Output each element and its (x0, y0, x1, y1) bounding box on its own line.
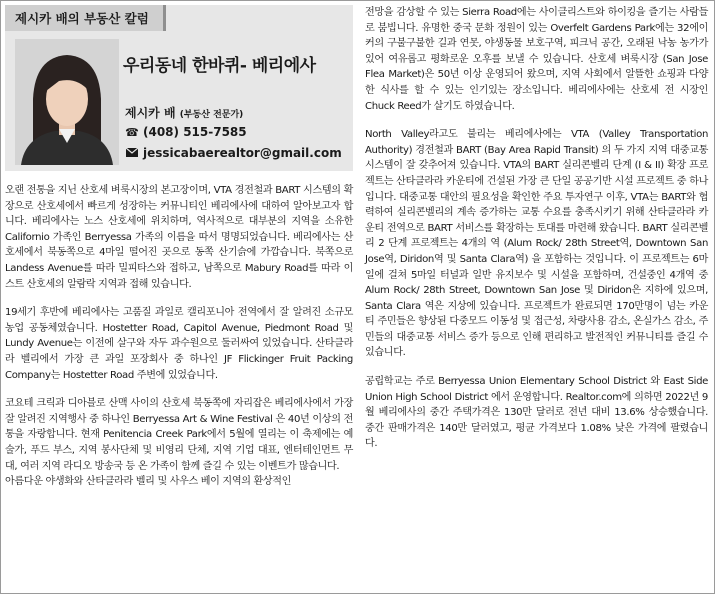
left-column (5, 5, 353, 589)
phone-icon: ☎ (125, 125, 139, 139)
phone-line (125, 125, 247, 139)
author-photo (15, 39, 119, 165)
email-address: jessicabaerealtor@gmail.com (143, 146, 342, 160)
paragraph: North Valley라고도 불리는 베리에사에는 VTA (Valley Transportation Authority) 경전철과 BART (Bay Area Rapid Transit) 의 두 가지 지역 대중교통 시스템이 잘 갖추어져 있습니다. VTA의 BART 실리콘벨리 단계 (I & II) 확장 프로젝트는 산타클라라 카운티에 건설된 가장 큰 단일 공공기반 시설 프로젝트 중 하나입니다. 대중교통 대안의 필요성을 확인한 주요 투자연구 이후, VTA는 BART와 협력하여 실리콘벨리의 계속 증가하는 교통 수요를 충족시키기 위해 산타클라라 카운티 전역으로 BART 서비스를 확장하는 토대를 마련해 왔습니다. BART 실리콘벨리 2 단계 프로젝트는 4개의 역 (Alum Rock/ 28th Street역, Downtown San Jose역, Diridon역 및 Santa Clara역) 을 포함하는 것입니다. 이 프로젝트는 6마일에 걸쳐 5마일 터널과 일반 유지보수 및 시설을 포함하며, 건설중인 4개역 중 Alum Rock/ 28th Street, Downtown San Jose 및 Diridon은 지하에 있으며, Santa Clara 역은 지상에 있습니다. 프로젝트가 완료되면 170만명이 넘는 카운티 주민들은 향상된 다중모드 이동성 및 접근성, 차량사용 감소, 온실가스 감소, 주민들의 대중교통 서비스 증가 등으로 인해 편리하고 발전적인 커뮤니티를 즐길 수 있습니다. (365, 129, 708, 359)
author-role: (부동산 전문가) (179, 110, 244, 120)
author-byline (125, 104, 243, 121)
paragraph: 공립학교는 주로 Berryessa Union Elementary School District 와 East Side Union High School District 에서 운영합니다. Realtor.com에 의하면 2022년 9월 베리에사의 중간 주택가격은 130만 달러로 전년 대비 13.6% 상승했습니다. 중간 판매가격은 140만 달러였고, 평균 가격보다 1.08% 낮은 가격에 팔렸습니다. (365, 376, 708, 450)
author-portrait-image (15, 39, 119, 165)
phone-number: (408) 515-7585 (143, 125, 247, 139)
envelope-icon (125, 147, 139, 160)
right-body-text (365, 5, 708, 589)
paragraph: 오랜 전통을 지닌 산호세 벼룩시장의 본고장이며, VTA 경전철과 BART 시스템의 확장으로 산호세에서 빠르게 성장하는 커뮤니티인 베리에사에 대하여 알아보고자 합니다. 베리에사는 노스 산호세에 위치하며, 역사적으로 대부분의 지역을 소유한 Californio 가족인 Berryessa 가족의 이름을 따서 명명되었습니다. 베리에사는 산호세에서 북동쪽으로 4마일 떨어진 곳으로 동쪽 산기슭에 가깝습니다. 북쪽으로 Landess Avenue를 따라 밀피타스와 접하고, 남쪽으로 Mabury Road를 따라 이스트 산호세의 알람락 지역과 접해 있습니다. (5, 185, 353, 290)
email-line (125, 146, 342, 160)
paragraph: 19세기 후반에 베리에사는 고품질 과일로 캘리포니아 전역에서 잘 알려진 소규모 농업 공동체였습니다. Hostetter Road, Capitol Avenue, Piedmont Road 및 Lundy Avenue는 이전에 살구와 자두 과수원으로 둘러싸여 있었습니다. 산타클라라 벨리에서 가장 큰 과일 포장회사 중 하나인 JF Flickinger Fruit Packing Company는 Hostetter Road 주변에 있었습니다. (5, 307, 353, 381)
paragraph: 아름다운 야생화와 산타클라라 벨리 및 사우스 베이 지역의 환상적인 (5, 476, 292, 488)
paragraph: 코요테 크릭과 디아블로 산맥 사이의 산호세 북동쪽에 자리잡은 베리에사에서 가장 잘 알려진 지역행사 중 하나인 Berryessa Art & Wine Festival 은 40년 이상의 전통을 자랑합니다. 현재 Penitencia Creek Park에서 5월에 열리는 이 축제에는 예술가, 푸드 부스, 지역 봉사단체 및 비영리 단체, 지역 기업 대표, 엔터테인먼트 무대, 여러 지역 라디오 방송국 등 온 가족이 함께 즐길 수 있는 이벤트가 많습니다. (5, 398, 353, 472)
author-name: 제시카 배 (125, 106, 176, 120)
column-header (5, 5, 353, 171)
headline: 우리동네 한바퀴- 베리에사 (123, 56, 316, 76)
left-body-text (5, 183, 353, 490)
paragraph: 전망을 감상할 수 있는 Sierra Road에는 사이클리스트와 하이킹을 즐기는 사람들로 붐빕니다. 유명한 중국 문화 정원이 있는 Overfelt Gardens Park에는 32에이커의 구불구불한 길과 연못, 야생동물 보호구역, 피크닉 공간, 오래된 낙농 농가가 있어 여유롭고 평화로운 오후를 보낼 수 있습니다. 산호세 벼룩시장 (San Jose Flea Market)은 50년 이상 운영되어 왔으며, 지역 사회에서 알뜰한 쇼핑과 다양한 식사를 할 수 있는 인기있는 장소입니다. 베리에사에는 산호세 전 시장인 Chuck Reed가 살기도 하였습니다. (365, 7, 708, 112)
column-label: 제시카 배의 부동산 칼럼 (5, 5, 166, 31)
